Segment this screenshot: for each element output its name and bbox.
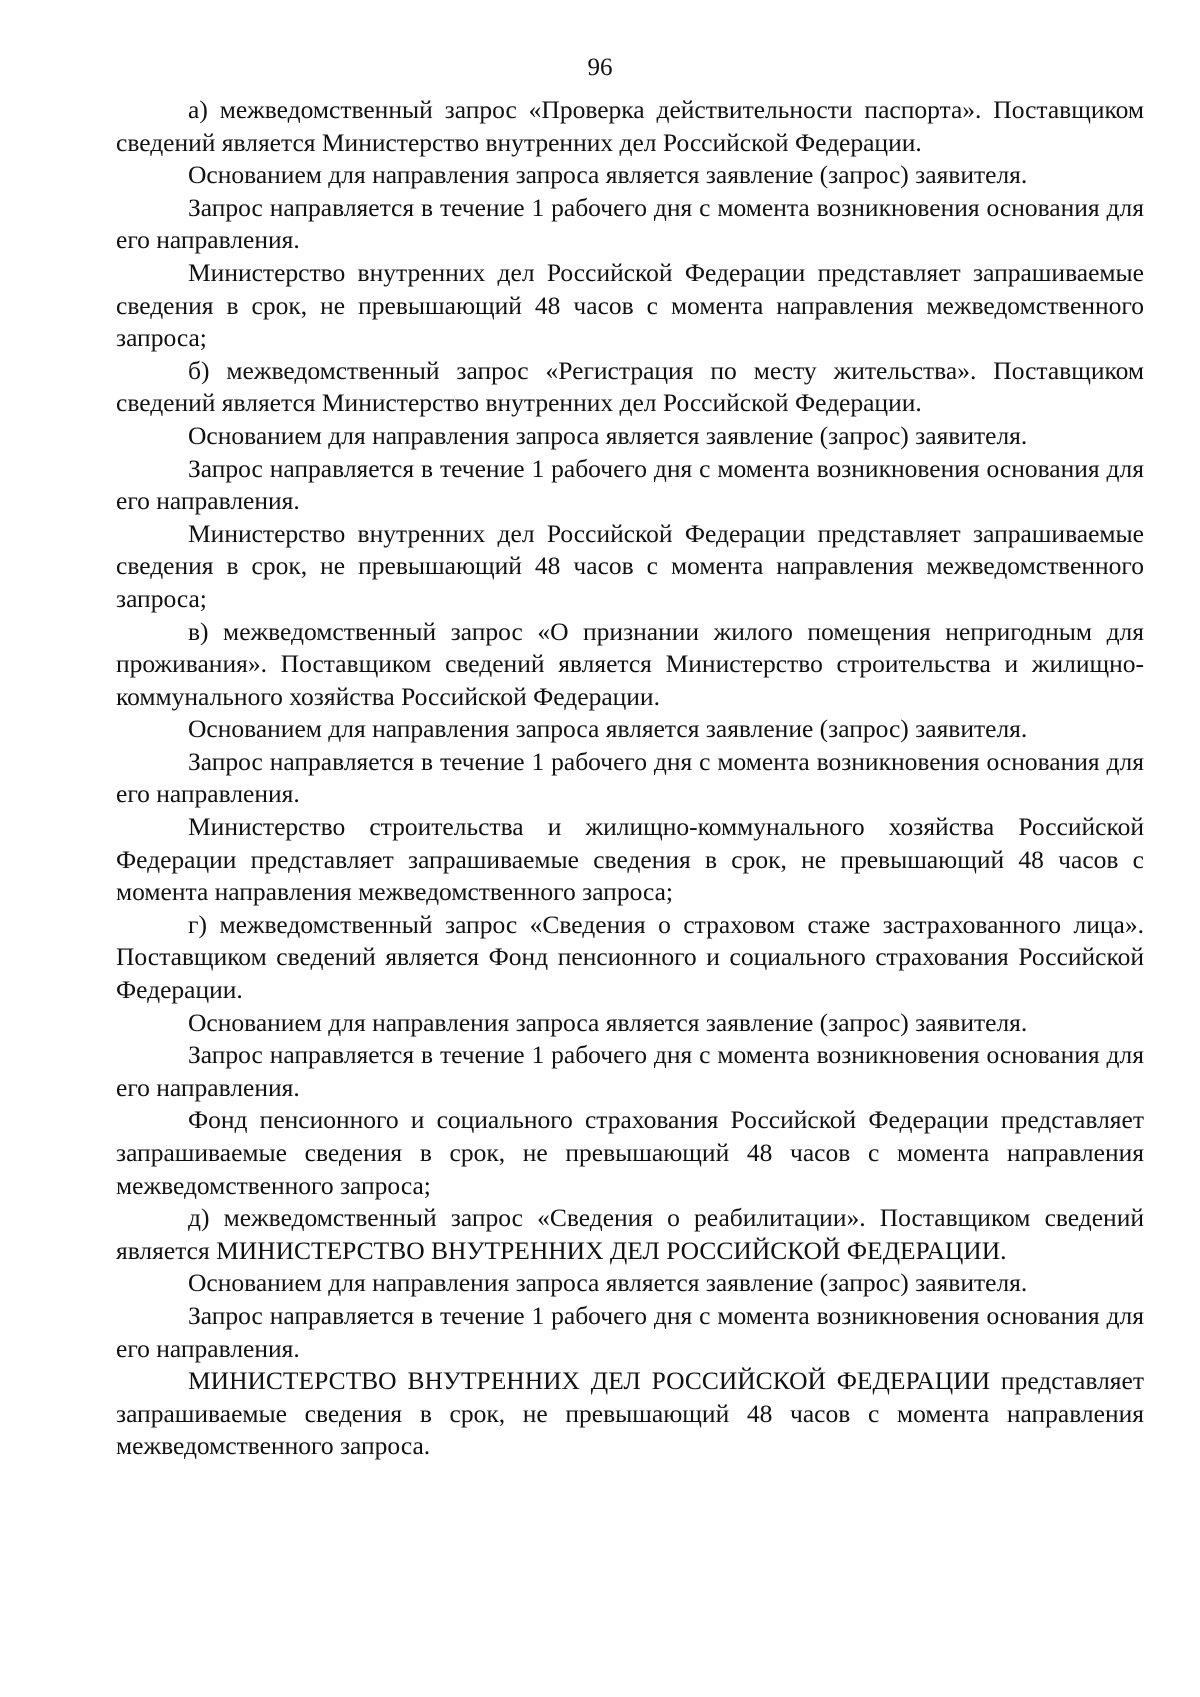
paragraph-b-request: б) межведомственный запрос «Регистрация по месту жительства». Поставщиком сведений является Министерство внутренних дел Российской Федерации. [116,355,1144,418]
paragraph-response-term: Министерство внутренних дел Российской Федерации представляет запрашиваемые сведения в срок, не превышающий 48 часов с момента направления межведомственного запроса; [116,257,1144,353]
paragraph-response-term: Министерство внутренних дел Российской Федерации представляет запрашиваемые сведения в срок, не превышающий 48 часов с момента направления межведомственного запроса; [116,518,1144,613]
paragraph-basis: Основанием для направления запроса является заявление (запрос) заявителя. [188,714,1028,744]
paragraph-basis: Основанием для направления запроса является заявление (запрос) заявителя. [188,160,1028,190]
document-body [116,94,1144,1463]
paragraph-timing: Запрос направляется в течение 1 рабочего дня с момента возникновения основания для его направления. [116,746,1144,809]
paragraph-basis: Основанием для направления запроса является заявление (запрос) заявителя. [188,1007,1028,1037]
paragraph-g-request: г) межведомственный запрос «Сведения о страховом стаже застрахованного лица». Поставщиком сведений является Фонд пенсионного и социального страхования Российской Федерации. [116,909,1144,1005]
paragraph-a-request: а) межведомственный запрос «Проверка действительности паспорта». Поставщиком сведений является Министерство внутренних дел Российской Федерации. [116,95,1144,157]
paragraph-basis: Основанием для направления запроса является заявление (запрос) заявителя. [188,1268,1028,1298]
paragraph-basis: Основанием для направления запроса является заявление (запрос) заявителя. [188,420,1028,450]
page-number: 96 [587,54,613,81]
paragraph-timing: Запрос направляется в течение 1 рабочего дня с момента возникновения основания для его направления. [116,1300,1144,1363]
paragraph-timing: Запрос направляется в течение 1 рабочего дня с момента возникновения основания для его направления. [116,1040,1144,1102]
paragraph-response-term: МИНИСТЕРСТВО ВНУТРЕННИХ ДЕЛ РОССИЙСКОЙ ФЕДЕРАЦИИ представляет запрашиваемые сведения в срок, не превышающий 48 часов с момента направления межведомственного запроса. [116,1366,1144,1461]
paragraph-d-request: д) межведомственный запрос «Сведения о реабилитации». Поставщиком сведений является МИНИСТЕРСТВО ВНУТРЕННИХ ДЕЛ РОССИЙСКОЙ ФЕДЕРАЦИИ. [116,1203,1144,1265]
paragraph-timing: Запрос направляется в течение 1 рабочего дня с момента возникновения основания для его направления. [116,453,1144,516]
paragraph-timing: Запрос направляется в течение 1 рабочего дня с момента возникновения основания для его направления. [116,192,1144,255]
paragraph-response-term: Фонд пенсионного и социального страхования Российской Федерации представляет запрашиваемые сведения в срок, не превышающий 48 часов с момента направления межведомственного запроса; [116,1105,1144,1200]
paragraph-v-request: в) межведомственный запрос «О признании жилого помещения непригодным для проживания». Поставщиком сведений является Министерство строительства и жилищно-коммунального хозяйства Российской Федерации. [116,616,1144,711]
paragraph-response-term: Министерство строительства и жилищно-коммунального хозяйства Российской Федерации представляет запрашиваемые сведения в срок, не превышающий 48 часов с момента направления межведомственного запроса; [116,812,1144,907]
